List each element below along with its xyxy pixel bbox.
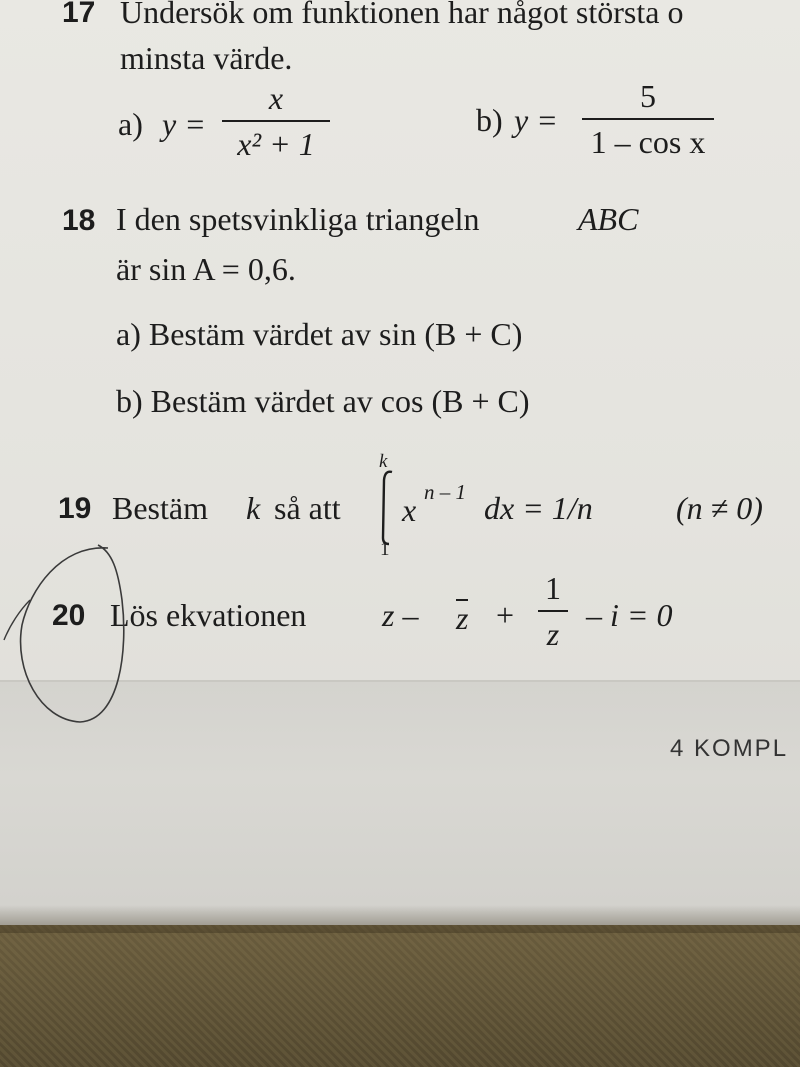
fraction-numerator: x — [268, 80, 284, 116]
integral-lower-limit: 1 — [380, 539, 390, 560]
problem-17b-label: b) — [476, 102, 503, 138]
problem-18-text: I den spetsvinkliga triangeln — [116, 201, 480, 237]
z-conjugate: z — [456, 600, 469, 636]
problem-17-number: 17 — [62, 0, 96, 29]
problem-17a-label: a) — [118, 106, 143, 142]
problem-18-text-2: är sin A = 0,6. — [116, 251, 296, 287]
fraction-denominator: x² + 1 — [237, 126, 315, 162]
problem-20-number: 20 — [52, 599, 86, 632]
problem-18a: a) Bestäm värdet av sin (B + C) — [116, 316, 523, 352]
problem-20-text: Lös ekvationen — [110, 597, 307, 633]
problem-19-number: 19 — [58, 492, 92, 525]
problem-17-text: Undersök om funktionen har något största o — [120, 0, 684, 30]
equation-right: – i = 0 — [586, 597, 673, 633]
page-footer-label: 4 KOMPL — [670, 735, 789, 762]
problem-19-var: k — [246, 490, 261, 526]
fraction-numerator: 5 — [640, 78, 656, 114]
fraction-denominator: z — [546, 616, 560, 652]
problem-19-text-2: så att — [274, 490, 341, 526]
fraction-numerator: 1 — [545, 570, 561, 606]
problem-19-text: Bestäm — [112, 490, 208, 526]
fraction-denominator: 1 – cos x — [590, 124, 706, 160]
problem-17b-lhs: y = — [514, 102, 558, 138]
problem-18-math: ABC — [578, 201, 639, 237]
integral-upper-limit: k — [379, 451, 388, 472]
integrand-exponent: n – 1 — [424, 480, 466, 504]
problem-18b: b) Bestäm värdet av cos (B + C) — [116, 383, 530, 419]
problem-17-text-2: minsta värde. — [120, 40, 293, 76]
equation-plus: + — [496, 597, 515, 633]
integrand-base: x — [402, 492, 417, 528]
integral-rest: dx = 1/n — [484, 490, 593, 526]
equation-left: z – — [382, 597, 419, 633]
problem-18-number: 18 — [62, 204, 96, 237]
problem-19-condition: (n ≠ 0) — [676, 490, 763, 526]
problem-17a-lhs: y = — [162, 106, 206, 142]
